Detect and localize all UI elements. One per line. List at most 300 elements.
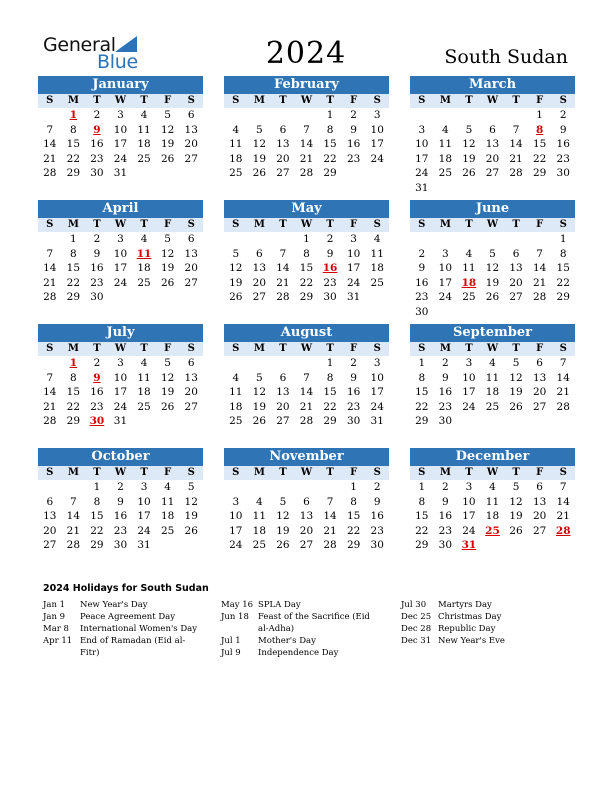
day-cell: 11 bbox=[438, 138, 453, 150]
day-cell: 19 bbox=[160, 262, 175, 274]
day-cell: 22 bbox=[323, 152, 337, 165]
day-cell: 19 bbox=[160, 386, 175, 398]
weekday-label: T bbox=[512, 95, 520, 106]
day-cell: 24 bbox=[346, 276, 361, 289]
day-cell: 24 bbox=[438, 291, 453, 303]
empty-cell bbox=[271, 356, 295, 371]
empty-cell bbox=[318, 480, 342, 495]
weekday-label: S bbox=[46, 343, 54, 354]
holiday-column bbox=[401, 599, 556, 647]
day-cell: 17 bbox=[137, 510, 151, 522]
day-cell: 1 bbox=[418, 357, 426, 369]
month-january bbox=[38, 76, 203, 181]
holiday-name: New Year's Eve bbox=[438, 636, 505, 646]
month-december bbox=[410, 448, 575, 553]
day-cell: 5 bbox=[489, 247, 496, 260]
day-cell: 5 bbox=[256, 123, 263, 136]
day-grid bbox=[38, 108, 203, 181]
empty-cell bbox=[38, 108, 62, 123]
month-june bbox=[410, 200, 575, 319]
day-cell: 22 bbox=[532, 152, 547, 165]
holiday-date: Dec 25 bbox=[401, 612, 432, 622]
day-cell: 7 bbox=[46, 247, 54, 260]
weekday-label: T bbox=[279, 219, 287, 230]
weekday-label: F bbox=[536, 95, 544, 106]
weekday-header bbox=[224, 342, 389, 356]
day-cell: 28 bbox=[66, 539, 81, 551]
day-cell: 28 bbox=[323, 539, 337, 551]
day-cell: 13 bbox=[532, 495, 547, 508]
day-cell: 17 bbox=[113, 386, 128, 398]
day-cell: 20 bbox=[184, 262, 198, 274]
page-title-year: 2024 bbox=[265, 36, 347, 71]
day-cell: 4 bbox=[232, 123, 240, 136]
day-cell: 5 bbox=[256, 371, 263, 384]
day-cell: 26 bbox=[276, 539, 290, 551]
weekday-label: S bbox=[46, 95, 54, 106]
weekday-label: T bbox=[140, 219, 148, 230]
empty-cell bbox=[224, 108, 248, 123]
day-cell: 16 bbox=[438, 510, 453, 522]
day-cell: 6 bbox=[187, 233, 195, 245]
day-cell: 20 bbox=[43, 524, 57, 537]
month-title: March bbox=[410, 76, 575, 94]
empty-cell bbox=[224, 480, 248, 495]
day-cell: 4 bbox=[442, 123, 449, 136]
day-cell: 3 bbox=[232, 495, 240, 508]
weekday-header bbox=[410, 94, 575, 108]
day-cell: 13 bbox=[532, 371, 547, 384]
holiday-day: 9 bbox=[93, 371, 101, 384]
day-cell: 11 bbox=[462, 262, 476, 274]
day-cell: 19 bbox=[252, 152, 267, 165]
empty-cell bbox=[410, 232, 434, 247]
day-cell: 18 bbox=[137, 262, 151, 274]
day-cell: 6 bbox=[512, 247, 520, 260]
day-cell: 29 bbox=[346, 539, 361, 551]
weekday-label: M bbox=[439, 95, 451, 106]
day-cell: 7 bbox=[559, 481, 567, 493]
day-cell: 7 bbox=[303, 371, 310, 384]
weekday-label: S bbox=[418, 343, 426, 354]
day-cell: 27 bbox=[184, 400, 198, 413]
day-cell: 17 bbox=[462, 510, 476, 522]
holiday-date: Dec 31 bbox=[401, 636, 432, 646]
day-cell: 14 bbox=[276, 262, 290, 274]
day-cell: 27 bbox=[532, 524, 547, 537]
weekday-header bbox=[410, 218, 575, 232]
day-cell: 19 bbox=[509, 510, 523, 522]
day-cell: 30 bbox=[90, 167, 104, 179]
empty-cell bbox=[457, 108, 481, 123]
day-cell: 13 bbox=[276, 386, 290, 398]
weekday-label: T bbox=[93, 467, 101, 478]
holiday-column bbox=[43, 599, 198, 659]
day-cell: 3 bbox=[350, 233, 357, 245]
day-cell: 8 bbox=[350, 495, 357, 508]
month-title: September bbox=[410, 324, 575, 342]
day-cell: 10 bbox=[346, 247, 361, 260]
day-cell: 27 bbox=[43, 539, 57, 551]
day-cell: 22 bbox=[66, 400, 81, 413]
day-cell: 7 bbox=[46, 123, 54, 136]
day-cell: 3 bbox=[140, 481, 148, 493]
day-cell: 21 bbox=[509, 152, 523, 165]
weekday-label: W bbox=[300, 95, 313, 106]
weekday-label: T bbox=[512, 467, 520, 478]
day-cell: 8 bbox=[326, 123, 334, 136]
day-cell: 7 bbox=[46, 371, 54, 384]
day-cell: 1 bbox=[326, 109, 334, 121]
day-cell: 10 bbox=[462, 371, 476, 384]
month-title: May bbox=[224, 200, 389, 218]
weekday-label: M bbox=[253, 95, 265, 106]
day-cell: 30 bbox=[113, 539, 128, 551]
weekday-label: F bbox=[164, 95, 172, 106]
weekday-label: T bbox=[465, 219, 473, 230]
weekday-label: M bbox=[67, 219, 79, 230]
day-cell: 8 bbox=[418, 371, 426, 384]
day-cell: 19 bbox=[276, 524, 290, 537]
empty-cell bbox=[410, 108, 434, 123]
day-cell: 3 bbox=[117, 357, 124, 369]
day-cell: 29 bbox=[66, 291, 81, 303]
day-cell: 15 bbox=[323, 138, 337, 150]
holiday-date: Jul 1 bbox=[221, 636, 241, 646]
weekday-header bbox=[224, 94, 389, 108]
day-cell: 8 bbox=[303, 247, 310, 260]
day-cell: 12 bbox=[252, 138, 267, 150]
day-cell: 9 bbox=[326, 247, 334, 260]
day-cell: 4 bbox=[489, 357, 496, 369]
day-cell: 20 bbox=[276, 400, 290, 413]
day-cell: 1 bbox=[350, 481, 357, 493]
day-cell: 24 bbox=[137, 524, 151, 537]
holiday-date: Jul 30 bbox=[401, 600, 427, 610]
day-cell: 5 bbox=[279, 495, 287, 508]
empty-cell bbox=[434, 232, 458, 247]
weekday-label: S bbox=[418, 219, 426, 230]
day-cell: 19 bbox=[229, 276, 243, 289]
day-cell: 3 bbox=[442, 247, 449, 260]
day-cell: 16 bbox=[556, 138, 570, 150]
weekday-label: F bbox=[536, 343, 544, 354]
day-cell: 23 bbox=[90, 152, 104, 165]
day-cell: 17 bbox=[370, 386, 384, 398]
weekday-label: S bbox=[187, 219, 195, 230]
day-cell: 29 bbox=[323, 167, 337, 179]
day-cell: 22 bbox=[415, 400, 429, 413]
weekday-label: T bbox=[512, 343, 520, 354]
holiday-day: 1 bbox=[69, 109, 77, 121]
day-cell: 7 bbox=[536, 247, 543, 260]
month-november bbox=[224, 448, 389, 553]
day-cell: 22 bbox=[323, 400, 337, 413]
day-cell: 2 bbox=[350, 357, 357, 369]
weekday-label: W bbox=[114, 343, 127, 354]
day-cell: 31 bbox=[137, 539, 151, 551]
day-cell: 12 bbox=[485, 262, 500, 274]
day-cell: 8 bbox=[70, 247, 77, 260]
day-cell: 6 bbox=[279, 123, 287, 136]
weekday-label: T bbox=[140, 467, 148, 478]
day-cell: 10 bbox=[113, 371, 128, 384]
day-cell: 21 bbox=[556, 510, 570, 522]
day-cell: 15 bbox=[66, 138, 81, 150]
day-cell: 9 bbox=[442, 495, 449, 508]
day-cell: 6 bbox=[256, 247, 263, 260]
empty-cell bbox=[481, 108, 505, 123]
day-cell: 2 bbox=[559, 109, 567, 121]
day-cell: 21 bbox=[43, 276, 57, 289]
day-cell: 6 bbox=[279, 371, 287, 384]
weekday-label: S bbox=[373, 219, 381, 230]
month-october bbox=[38, 448, 203, 553]
day-cell: 4 bbox=[140, 109, 148, 121]
weekday-label: S bbox=[559, 95, 567, 106]
day-cell: 21 bbox=[299, 152, 314, 165]
day-cell: 24 bbox=[415, 167, 429, 179]
day-cell: 26 bbox=[184, 524, 198, 537]
day-cell: 15 bbox=[556, 262, 570, 274]
day-cell: 29 bbox=[66, 415, 81, 427]
day-cell: 17 bbox=[438, 276, 453, 289]
day-cell: 27 bbox=[184, 152, 198, 165]
month-title: August bbox=[224, 324, 389, 342]
day-cell: 17 bbox=[415, 152, 429, 165]
day-cell: 4 bbox=[373, 233, 381, 245]
weekday-label: T bbox=[93, 95, 101, 106]
empty-cell bbox=[248, 232, 272, 247]
month-may bbox=[224, 200, 389, 305]
holiday-day: 18 bbox=[461, 276, 477, 289]
day-cell: 8 bbox=[559, 247, 567, 260]
day-cell: 21 bbox=[66, 524, 81, 537]
month-march bbox=[410, 76, 575, 195]
holiday-row bbox=[401, 623, 556, 635]
day-cell: 19 bbox=[462, 152, 476, 165]
day-cell: 10 bbox=[113, 247, 128, 260]
day-cell: 24 bbox=[370, 152, 384, 165]
day-cell: 9 bbox=[373, 495, 381, 508]
day-cell: 26 bbox=[252, 167, 267, 179]
day-cell: 22 bbox=[346, 524, 361, 537]
day-cell: 14 bbox=[43, 138, 57, 150]
day-cell: 4 bbox=[164, 481, 171, 493]
day-cell: 8 bbox=[326, 371, 334, 384]
day-cell: 15 bbox=[323, 386, 337, 398]
day-cell: 15 bbox=[346, 510, 361, 522]
day-cell: 15 bbox=[415, 510, 429, 522]
weekday-label: S bbox=[559, 467, 567, 478]
day-cell: 4 bbox=[232, 371, 240, 384]
month-july bbox=[38, 324, 203, 429]
day-cell: 17 bbox=[462, 386, 476, 398]
holiday-name: Republic Day bbox=[438, 624, 496, 634]
month-title: February bbox=[224, 76, 389, 94]
day-cell: 30 bbox=[323, 291, 337, 303]
weekday-label: M bbox=[67, 467, 79, 478]
weekday-label: W bbox=[486, 95, 499, 106]
day-cell: 23 bbox=[90, 276, 104, 289]
day-cell: 30 bbox=[346, 415, 361, 427]
weekday-label: S bbox=[373, 343, 381, 354]
day-cell: 12 bbox=[160, 123, 175, 136]
day-cell: 12 bbox=[509, 495, 523, 508]
day-cell: 31 bbox=[346, 291, 361, 303]
holiday-row bbox=[221, 611, 376, 635]
day-cell: 1 bbox=[70, 233, 77, 245]
day-cell: 5 bbox=[512, 357, 520, 369]
day-cell: 13 bbox=[485, 138, 500, 150]
day-cell: 3 bbox=[465, 357, 473, 369]
day-cell: 7 bbox=[559, 357, 567, 369]
country-name: South Sudan bbox=[444, 46, 568, 68]
day-cell: 31 bbox=[113, 167, 128, 179]
day-cell: 24 bbox=[370, 400, 384, 413]
day-cell: 14 bbox=[66, 510, 81, 522]
weekday-label: T bbox=[465, 95, 473, 106]
month-title: October bbox=[38, 448, 203, 466]
day-cell: 26 bbox=[160, 400, 175, 413]
weekday-label: S bbox=[46, 219, 54, 230]
day-cell: 6 bbox=[536, 357, 543, 369]
day-cell: 8 bbox=[418, 495, 426, 508]
day-cell: 22 bbox=[556, 276, 570, 289]
day-cell: 28 bbox=[556, 400, 570, 413]
weekday-label: F bbox=[350, 343, 358, 354]
day-cell: 25 bbox=[137, 276, 151, 289]
weekday-label: F bbox=[350, 467, 358, 478]
day-cell: 14 bbox=[299, 386, 314, 398]
empty-cell bbox=[295, 108, 319, 123]
day-cell: 16 bbox=[346, 386, 361, 398]
weekday-label: M bbox=[253, 467, 265, 478]
day-cell: 30 bbox=[556, 167, 570, 179]
holiday-day: 31 bbox=[461, 539, 477, 551]
month-august bbox=[224, 324, 389, 429]
day-cell: 26 bbox=[160, 152, 175, 165]
day-cell: 10 bbox=[137, 495, 151, 508]
day-cell: 5 bbox=[465, 123, 473, 136]
holiday-row bbox=[221, 647, 376, 659]
day-cell: 12 bbox=[229, 262, 243, 274]
empty-cell bbox=[271, 232, 295, 247]
day-cell: 5 bbox=[164, 357, 171, 369]
weekday-label: T bbox=[326, 95, 334, 106]
day-cell: 10 bbox=[438, 262, 453, 274]
month-title: June bbox=[410, 200, 575, 218]
weekday-label: S bbox=[232, 219, 240, 230]
weekday-label: S bbox=[373, 95, 381, 106]
day-grid bbox=[410, 480, 575, 553]
day-cell: 11 bbox=[485, 371, 500, 384]
month-september bbox=[410, 324, 575, 429]
weekday-header bbox=[410, 466, 575, 480]
day-cell: 24 bbox=[462, 400, 476, 413]
holiday-day: 11 bbox=[136, 247, 152, 260]
day-cell: 8 bbox=[70, 371, 77, 384]
empty-cell bbox=[248, 480, 272, 495]
day-cell: 28 bbox=[509, 167, 523, 179]
day-cell: 27 bbox=[509, 291, 523, 303]
day-cell: 20 bbox=[252, 276, 267, 289]
empty-cell bbox=[481, 232, 505, 247]
logo-text-blue: Blue bbox=[97, 51, 138, 73]
empty-cell bbox=[504, 108, 528, 123]
day-cell: 16 bbox=[90, 386, 104, 398]
day-cell: 16 bbox=[438, 386, 453, 398]
day-cell: 15 bbox=[299, 262, 314, 274]
day-cell: 23 bbox=[346, 152, 361, 165]
day-cell: 22 bbox=[90, 524, 104, 537]
day-cell: 6 bbox=[187, 109, 195, 121]
holiday-day: 28 bbox=[555, 524, 571, 537]
weekday-header bbox=[38, 94, 203, 108]
month-title: January bbox=[38, 76, 203, 94]
empty-cell bbox=[224, 356, 248, 371]
day-cell: 14 bbox=[532, 262, 547, 274]
day-cell: 18 bbox=[160, 510, 175, 522]
day-cell: 21 bbox=[43, 152, 57, 165]
day-cell: 18 bbox=[438, 152, 453, 165]
day-grid bbox=[410, 108, 575, 195]
day-cell: 29 bbox=[556, 291, 570, 303]
empty-cell bbox=[295, 356, 319, 371]
day-cell: 13 bbox=[184, 123, 198, 136]
day-cell: 17 bbox=[113, 262, 128, 274]
day-cell: 14 bbox=[43, 262, 57, 274]
day-cell: 6 bbox=[187, 357, 195, 369]
weekday-label: M bbox=[439, 343, 451, 354]
day-cell: 1 bbox=[326, 357, 334, 369]
day-cell: 30 bbox=[415, 305, 429, 318]
day-cell: 27 bbox=[299, 539, 314, 551]
holiday-name: Martyrs Day bbox=[438, 600, 492, 610]
empty-cell bbox=[434, 108, 458, 123]
day-cell: 21 bbox=[556, 386, 570, 398]
day-cell: 6 bbox=[46, 495, 54, 508]
weekday-header bbox=[38, 466, 203, 480]
day-cell: 3 bbox=[418, 123, 426, 136]
weekday-label: W bbox=[300, 343, 313, 354]
holiday-day: 8 bbox=[535, 123, 544, 136]
day-cell: 26 bbox=[160, 276, 175, 289]
empty-cell bbox=[528, 232, 552, 247]
weekday-label: T bbox=[512, 219, 520, 230]
holiday-date: Jan 9 bbox=[43, 612, 66, 622]
day-cell: 23 bbox=[113, 524, 128, 537]
empty-cell bbox=[504, 232, 528, 247]
day-cell: 28 bbox=[532, 291, 547, 303]
day-cell: 11 bbox=[229, 138, 243, 150]
day-cell: 14 bbox=[43, 386, 57, 398]
day-cell: 13 bbox=[252, 262, 267, 274]
day-cell: 28 bbox=[299, 415, 314, 427]
day-cell: 7 bbox=[70, 495, 77, 508]
day-cell: 21 bbox=[43, 400, 57, 413]
day-cell: 21 bbox=[323, 524, 337, 537]
weekday-label: F bbox=[164, 343, 172, 354]
holiday-row bbox=[401, 611, 556, 623]
day-cell: 29 bbox=[66, 167, 81, 179]
empty-cell bbox=[248, 356, 272, 371]
day-cell: 31 bbox=[370, 415, 384, 427]
day-cell: 18 bbox=[485, 386, 500, 398]
day-cell: 26 bbox=[509, 524, 523, 537]
holiday-row bbox=[43, 599, 198, 611]
weekday-label: M bbox=[439, 467, 451, 478]
